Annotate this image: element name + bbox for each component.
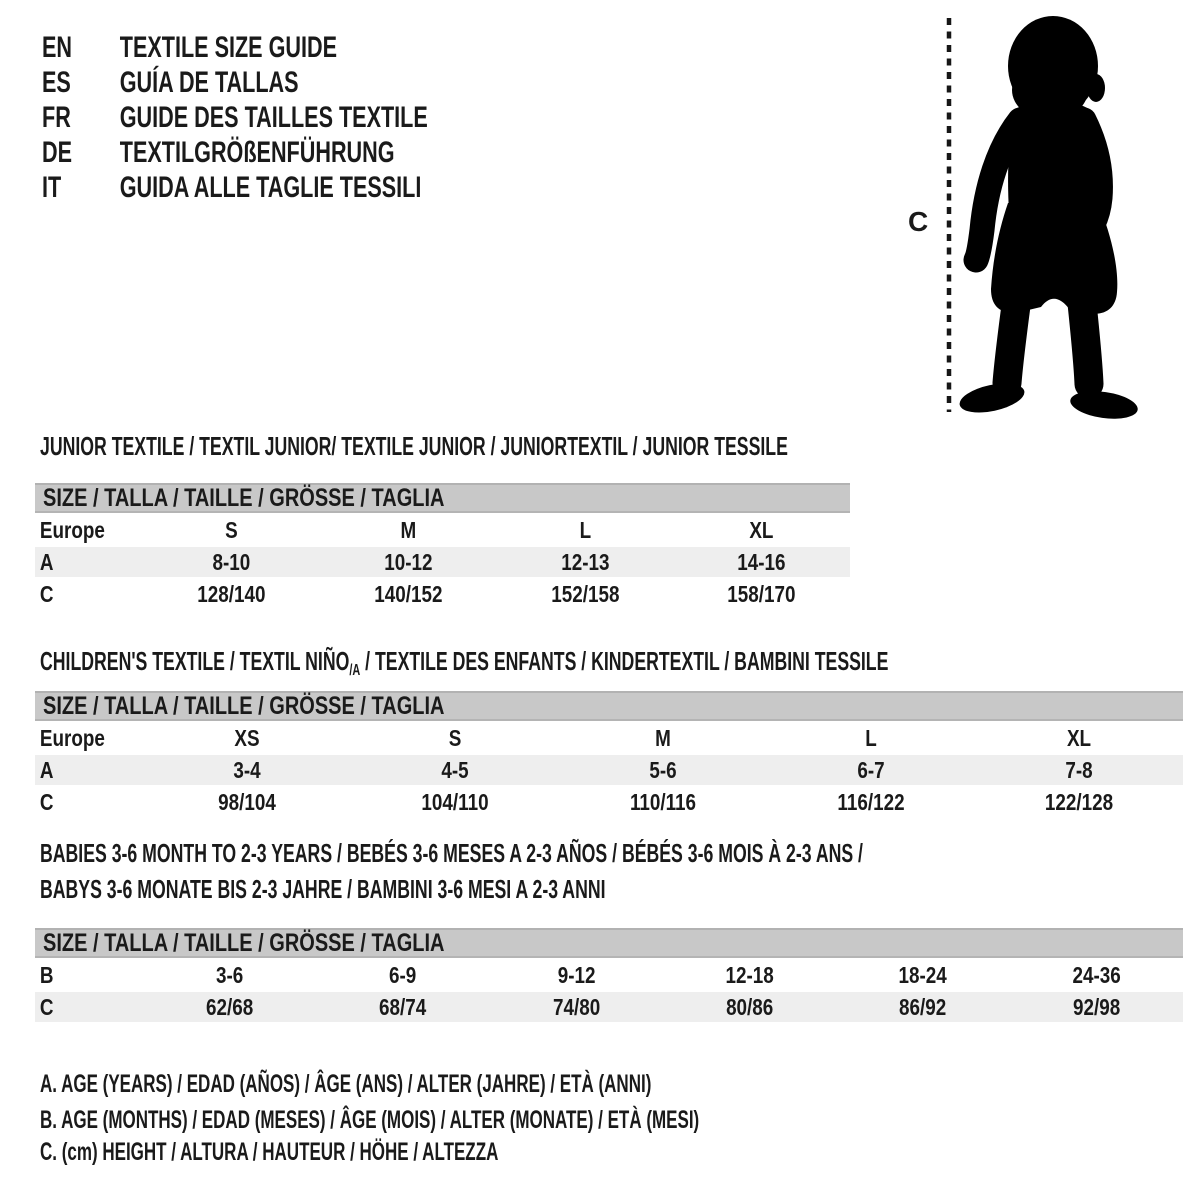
babies-size-table xyxy=(35,928,1183,1022)
cell-value: 128/140 xyxy=(197,580,266,607)
row-label: Europe xyxy=(39,516,105,543)
legend-line-b xyxy=(40,1108,1009,1133)
cell-value: 62/68 xyxy=(206,993,254,1020)
cell-value: M xyxy=(400,516,416,543)
babies-size-header-bar xyxy=(35,928,1183,958)
cell-value: 4-5 xyxy=(441,756,469,783)
cell-value: 12-18 xyxy=(725,961,774,988)
cell-value: 140/152 xyxy=(374,580,443,607)
cell-value: 158/170 xyxy=(727,580,796,607)
cell-value: XL xyxy=(1066,724,1092,751)
cell-value: 92/98 xyxy=(1072,993,1120,1020)
children-section-title xyxy=(40,648,1200,684)
cell-value: 3-4 xyxy=(233,756,261,783)
row-label: A xyxy=(39,756,54,783)
cell-value: 74/80 xyxy=(552,993,600,1020)
table-row-height-cm xyxy=(35,787,1183,817)
legend-line-a xyxy=(40,1072,939,1097)
cell-value: XS xyxy=(234,724,260,751)
cell-value: 152/158 xyxy=(550,580,619,607)
children-title-subscript: /A xyxy=(349,662,361,679)
cell-value: L xyxy=(579,516,591,543)
row-label: C xyxy=(39,788,54,815)
cell-value: S xyxy=(225,516,238,543)
junior-size-header-bar xyxy=(35,483,850,513)
language-code: FR xyxy=(42,100,71,134)
language-code: ES xyxy=(42,65,71,99)
size-header-label: SIZE / TALLA / TAILLE / GRÖSSE / TAGLIA xyxy=(43,483,445,512)
language-code: EN xyxy=(42,30,73,64)
table-row-europe xyxy=(35,723,1183,753)
cell-value: 80/86 xyxy=(726,993,774,1020)
table-row-age-years xyxy=(35,547,850,577)
legend-line-b-text: B. AGE (MONTHS) / EDAD (MESES) / ÂGE (MOIS) / ALTER (MONATE) / ETÀ (MESI) xyxy=(40,1106,700,1134)
children-size-table xyxy=(35,691,1183,817)
language-title: GUÍA DE TALLAS xyxy=(119,65,299,99)
cell-value: 104/110 xyxy=(421,788,489,815)
size-header-label: SIZE / TALLA / TAILLE / GRÖSSE / TAGLIA xyxy=(43,691,445,720)
cell-value: 8-10 xyxy=(212,548,251,575)
row-label: C xyxy=(39,993,54,1020)
cell-value: 10-12 xyxy=(383,548,433,575)
children-title-suffix: / TEXTILE DES ENFANTS / KINDERTEXTIL / BAMBINI TESSILE xyxy=(360,646,889,676)
cell-value: 12-13 xyxy=(560,548,609,575)
babies-section-title-line2 xyxy=(40,876,872,902)
language-row-es xyxy=(42,65,428,100)
cell-value: 122/128 xyxy=(1044,788,1114,815)
babies-section-title-text1: BABIES 3-6 MONTH TO 2-3 YEARS / BEBÉS 3-6 MESES A 2-3 AÑOS / BÉBÉS 3-6 MOIS À 2-3 ANS / xyxy=(40,838,863,868)
cell-value: 18-24 xyxy=(898,961,948,988)
cell-value: S xyxy=(448,724,462,751)
cell-value: 110/116 xyxy=(629,788,697,815)
cell-value: 86/92 xyxy=(899,993,947,1020)
table-row-age-years xyxy=(35,755,1183,785)
row-label: A xyxy=(39,548,54,575)
cell-value: 3-6 xyxy=(216,961,244,988)
height-measure-label: C xyxy=(908,206,929,237)
junior-section-title-text: JUNIOR TEXTILE / TEXTIL JUNIOR/ TEXTILE JUNIOR / JUNIORTEXTIL / JUNIOR TESSILE xyxy=(40,431,788,461)
language-row-de xyxy=(42,135,428,170)
babies-section-title-text2: BABYS 3-6 MONATE BIS 2-3 JAHRE / BAMBINI 3-6 MESI A 2-3 ANNI xyxy=(40,874,606,904)
table-row-height-cm xyxy=(35,579,850,609)
language-row-en xyxy=(42,30,428,65)
cell-value: 9-12 xyxy=(557,961,596,988)
language-code: IT xyxy=(42,170,62,204)
cell-value: 6-9 xyxy=(389,961,417,988)
cell-value: L xyxy=(865,724,877,751)
baby-silhouette-icon xyxy=(957,16,1139,423)
row-label: Europe xyxy=(39,724,105,751)
junior-section-title xyxy=(40,433,1140,459)
legend-line-a-text: A. AGE (YEARS) / EDAD (AÑOS) / ÂGE (ANS) / ALTER (JAHRE) / ETÀ (ANNI) xyxy=(40,1070,652,1098)
cell-value: 7-8 xyxy=(1065,756,1093,783)
children-section-title-text xyxy=(40,648,888,684)
language-title: TEXTILE SIZE GUIDE xyxy=(119,30,337,64)
cell-value: 6-7 xyxy=(857,756,885,783)
cell-value: 14-16 xyxy=(737,548,786,575)
junior-size-table xyxy=(35,483,850,609)
legend-line-c xyxy=(40,1140,714,1165)
size-header-label: SIZE / TALLA / TAILLE / GRÖSSE / TAGLIA xyxy=(43,928,445,957)
row-label: B xyxy=(39,961,54,988)
cell-value: M xyxy=(655,724,671,751)
cell-value: 98/104 xyxy=(218,788,276,815)
baby-figure xyxy=(898,8,1160,426)
language-code: DE xyxy=(42,135,73,169)
cell-value: XL xyxy=(749,516,774,543)
language-title: GUIDE DES TAILLES TEXTILE xyxy=(119,100,428,134)
table-row-height-cm xyxy=(35,992,1183,1022)
cell-value: 5-6 xyxy=(649,756,677,783)
children-title-prefix: CHILDREN'S TEXTILE / TEXTIL NIÑO xyxy=(40,646,350,676)
language-row-fr xyxy=(42,100,428,135)
language-title: TEXTILGRÖßENFÜHRUNG xyxy=(119,135,395,169)
children-size-header-bar xyxy=(35,691,1183,721)
language-title-block xyxy=(42,30,428,205)
table-row-age-months xyxy=(35,960,1183,990)
language-row-it xyxy=(42,170,428,205)
language-title: GUIDA ALLE TAGLIE TESSILI xyxy=(119,170,422,204)
cell-value: 116/122 xyxy=(837,788,905,815)
cell-value: 24-36 xyxy=(1072,961,1121,988)
row-label: C xyxy=(39,580,54,607)
cell-value: 68/74 xyxy=(379,993,427,1020)
babies-section-title-line1 xyxy=(40,840,1200,866)
legend-line-c-text: C. (cm) HEIGHT / ALTURA / HAUTEUR / HÖHE / ALTEZZA xyxy=(40,1138,499,1166)
table-row-europe xyxy=(35,515,850,545)
